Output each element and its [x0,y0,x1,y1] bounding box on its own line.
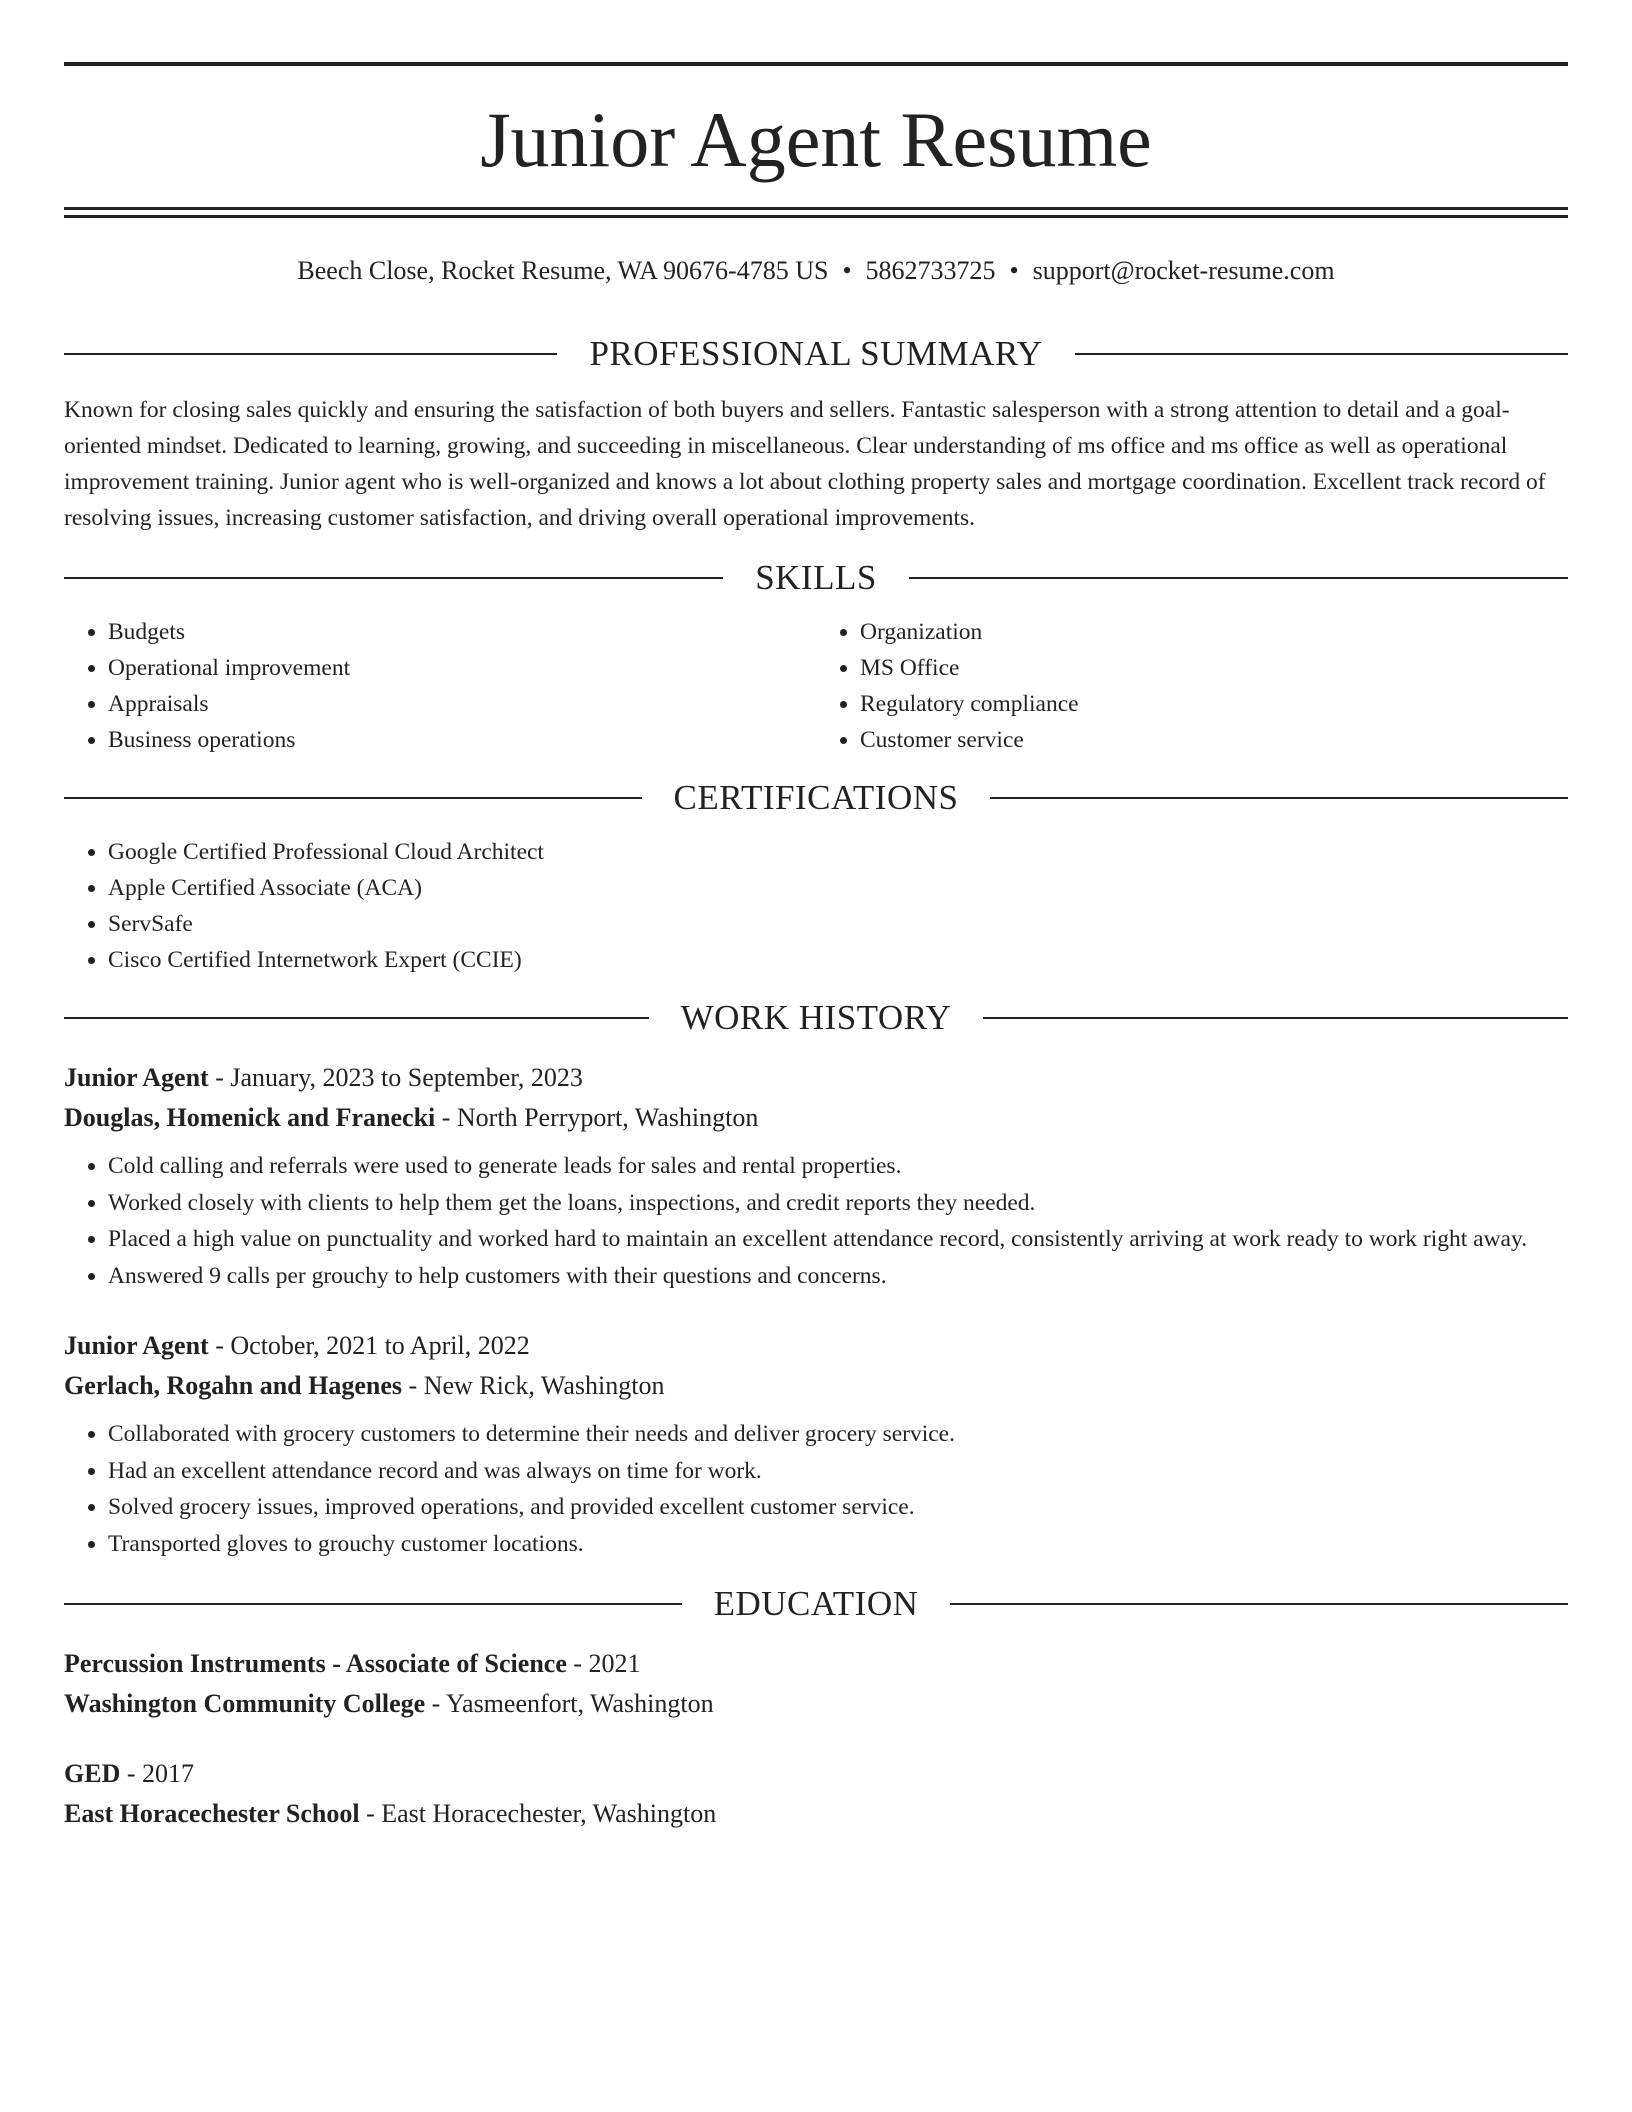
job-bullet: • Worked closely with clients to help them get the loans, inspections, and credit reports they needed. [108,1185,1568,1222]
section-heading-education [64,1582,1568,1626]
title-rule-upper [64,207,1568,210]
heading-rule [1075,353,1568,355]
certifications-items [64,834,1568,978]
certification-item: • ServSafe [108,906,1568,942]
job-location: - New Rick, Washington [402,1371,665,1400]
contact-line [64,254,1568,288]
section-heading-label: WORK HISTORY [680,998,952,1037]
summary-text: Known for closing sales quickly and ensuring the satisfaction of both buyers and sellers. Fantastic salesperson with a strong attention to detail and a goal-oriented mindset. Dedicated to learning, growing, and succeeding in miscellaneous. Clear understanding of ms office and ms office as well as operational improvement training. Junior agent who is well-organized and knows a lot about clothing property sales and mortgage coordination. Excellent track record of resolving issues, increasing customer satisfaction, and driving overall operational improvements. [64,397,1546,531]
job-entry [64,1058,1568,1294]
heading-rule [64,797,642,799]
contact-address: Beech Close, Rocket Resume, WA 90676-4785 US [297,256,829,285]
skills-column-right [816,614,1568,758]
certification-item: • Google Certified Professional Cloud Architect [108,834,1568,870]
section-heading-certifications [64,776,1568,820]
job-dates: - January, 2023 to September, 2023 [208,1063,583,1092]
education-year: - 2017 [120,1759,195,1788]
job-location: - North Perryport, Washington [435,1103,759,1132]
heading-rule [64,353,557,355]
skill-item: • Operational improvement [108,650,816,686]
education-degree-line [64,1754,1568,1794]
job-entry [64,1326,1568,1562]
resume-title: Junior Agent Resume [480,96,1152,183]
education-school-line [64,1794,1568,1834]
contact-separator: • [1009,256,1019,285]
section-heading-work-history [64,996,1568,1040]
skill-item: • MS Office [860,650,1568,686]
job-bullet: • Transported gloves to grouchy customer locations. [108,1526,1568,1563]
section-heading-label: PROFESSIONAL SUMMARY [589,334,1043,373]
heading-rule [990,797,1568,799]
section-heading-skills [64,556,1568,600]
education-school-line [64,1684,1568,1724]
section-heading-label: SKILLS [755,558,877,597]
education-location: - East Horacechester, Washington [359,1799,717,1828]
skill-item: • Appraisals [108,686,816,722]
job-title-line [64,1326,1568,1366]
job-bullet: • Placed a high value on punctuality and worked hard to maintain an excellent attendance record, consistently arriving at work ready to work right away. [108,1221,1568,1258]
skill-item: • Regulatory compliance [860,686,1568,722]
education-entry [64,1644,1568,1724]
top-rule [64,62,1568,66]
heading-rule [983,1017,1568,1019]
education-year: - 2021 [566,1649,641,1678]
skill-item: • Customer service [860,722,1568,758]
education-school: East Horacechester School [64,1799,360,1828]
job-bullets [64,1416,1568,1562]
heading-rule [909,577,1568,579]
job-title-line [64,1058,1568,1098]
heading-rule [64,1017,649,1019]
job-bullet: • Solved grocery issues, improved operations, and provided excellent customer service. [108,1489,1568,1526]
job-dates: - October, 2021 to April, 2022 [208,1331,530,1360]
job-bullet: • Answered 9 calls per grouchy to help customers with their questions and concerns. [108,1258,1568,1295]
resume-content [64,332,1568,1834]
education-degree-line [64,1644,1568,1684]
job-company-line [64,1098,1568,1138]
certification-item: • Cisco Certified Internetwork Expert (CCIE) [108,942,1568,978]
education-degree: Percussion Instruments - Associate of Science [64,1649,567,1678]
skill-item: • Budgets [108,614,816,650]
job-company: Gerlach, Rogahn and Hagenes [64,1371,403,1400]
skill-item: • Organization [860,614,1568,650]
job-bullet: • Had an excellent attendance record and was always on time for work. [108,1453,1568,1490]
contact-phone: 5862733725 [865,256,996,285]
heading-rule [64,577,723,579]
education-degree: GED [64,1759,121,1788]
section-heading-summary [64,332,1568,376]
section-heading-label: EDUCATION [713,1584,919,1623]
skills-column-left [64,614,816,758]
job-company-line [64,1366,1568,1406]
title-rule-lower [64,215,1568,218]
contact-email: support@rocket-resume.com [1032,256,1335,285]
education-school: Washington Community College [64,1689,426,1718]
education-location: - Yasmeenfort, Washington [425,1689,714,1718]
job-bullets [64,1148,1568,1294]
job-bullet: • Cold calling and referrals were used to generate leads for sales and rental properties. [108,1148,1568,1185]
job-bullet: • Collaborated with grocery customers to determine their needs and deliver grocery service. [108,1416,1568,1453]
skills-list [64,614,1568,758]
job-company: Douglas, Homenick and Franecki [64,1103,436,1132]
section-heading-label: CERTIFICATIONS [673,778,959,817]
certification-item: • Apple Certified Associate (ACA) [108,870,1568,906]
certifications-list [64,834,1568,978]
skill-item: • Business operations [108,722,816,758]
job-title: Junior Agent [64,1063,209,1092]
heading-rule [64,1603,682,1605]
contact-separator: • [842,256,852,285]
education-entry [64,1754,1568,1834]
job-title: Junior Agent [64,1331,209,1360]
heading-rule [950,1603,1568,1605]
